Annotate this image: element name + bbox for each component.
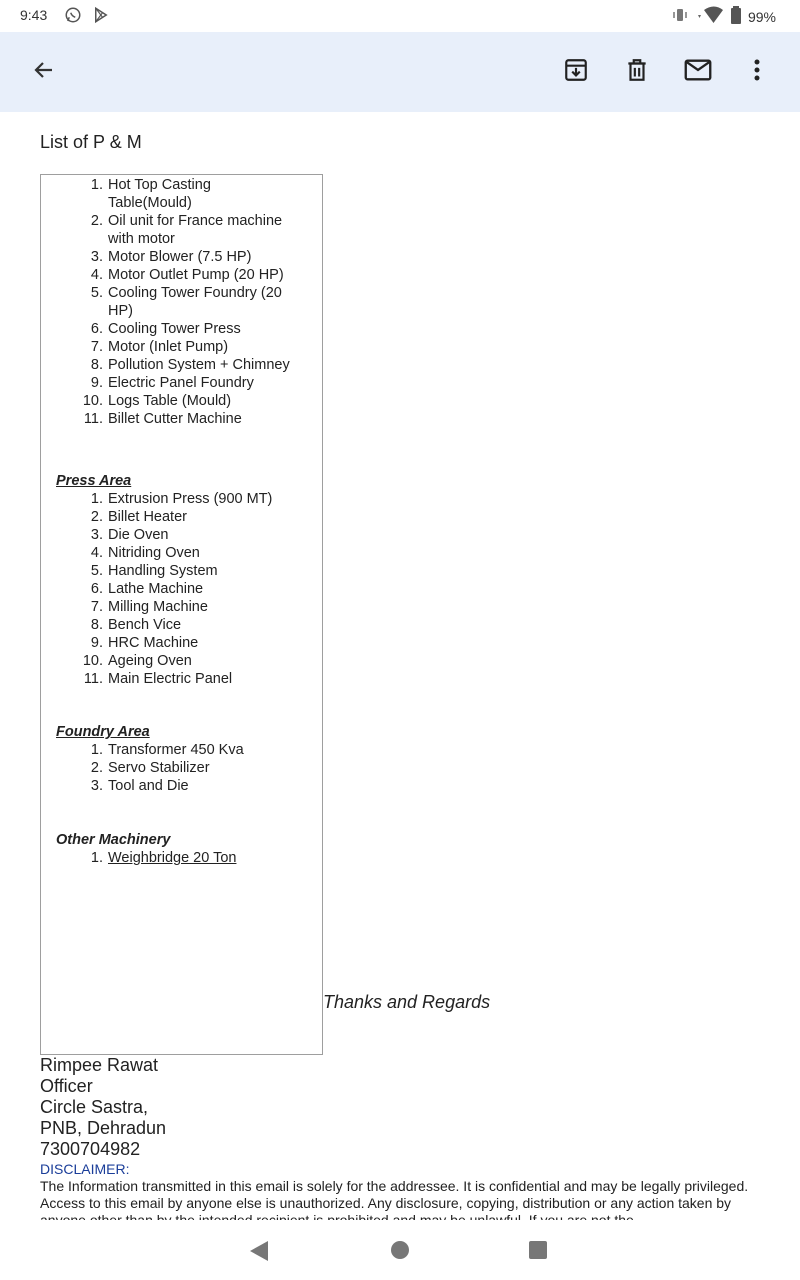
archive-button[interactable]: [552, 48, 600, 96]
list-item-text: Billet Heater: [108, 509, 187, 525]
mark-unread-icon: [684, 58, 712, 87]
list-item-number: 3.: [90, 778, 103, 794]
app-bar: [0, 32, 800, 112]
signature-name: Rimpee Rawat: [40, 1055, 159, 1075]
list-item-text: Ageing Oven: [108, 653, 192, 669]
list-item-text: Extrusion Press (900 MT): [108, 491, 273, 507]
list-item: [41, 544, 298, 562]
press-area-heading: Press Area: [56, 473, 132, 489]
list-item-text: Servo Stabilizer: [108, 760, 210, 776]
list-item-number: 7.: [90, 599, 103, 615]
list-item-number: 2.: [90, 213, 103, 229]
list-item-number: 2.: [90, 760, 103, 776]
list-item: [41, 741, 298, 759]
equipment-table: [40, 174, 323, 1055]
list-item-text: Transformer 450 Kva: [108, 742, 244, 758]
list-item: [41, 526, 298, 544]
list-item: [41, 266, 298, 284]
list-item-text: Oil unit for France machine with motor: [108, 213, 283, 247]
foundry-area-heading: Foundry Area: [56, 724, 150, 740]
list-item-number: 1.: [90, 742, 103, 758]
status-bar: [0, 0, 800, 32]
list-item: [41, 374, 298, 392]
list-item-number: 6.: [90, 581, 103, 597]
list-item: [41, 392, 298, 410]
press-area-list: [41, 490, 322, 688]
list-item-number: 8.: [90, 357, 103, 373]
list-item: [41, 410, 298, 428]
list-item-number: 3.: [90, 527, 103, 543]
back-nav-icon[interactable]: [249, 1240, 269, 1267]
delete-button[interactable]: [613, 48, 661, 96]
more-vert-icon: [753, 58, 761, 87]
signature: [40, 1055, 166, 1160]
list-item-text: Motor (Inlet Pump): [108, 339, 229, 355]
list-item-text: Nitriding Oven: [108, 545, 200, 561]
list-item-number: 9.: [90, 375, 103, 391]
list-item-number: 9.: [90, 635, 103, 651]
list-item-number: 5.: [90, 285, 103, 301]
list-item: [41, 562, 298, 580]
list-item-text: Pollution System + Chimney: [108, 357, 290, 373]
battery-icon: [730, 6, 742, 27]
list-item-number: 7.: [90, 339, 103, 355]
list-item: [41, 320, 298, 338]
signature-phone[interactable]: 7300704982: [40, 1139, 141, 1159]
list-item-text: Motor Outlet Pump (20 HP): [108, 267, 284, 283]
list-item: [41, 598, 298, 616]
list-item-text: Logs Table (Mould): [108, 393, 232, 409]
list-item-text: Electric Panel Foundry: [108, 375, 254, 391]
list-item-text: Bench Vice: [108, 617, 182, 633]
wifi-icon: [696, 6, 724, 27]
list-item: [41, 777, 298, 795]
disclaimer-label: DISCLAIMER:: [40, 1161, 130, 1177]
vibrate-icon: [670, 6, 690, 27]
list-item: [41, 338, 298, 356]
list-item-number: 1.: [90, 491, 103, 507]
list-item-text: Cooling Tower Press: [108, 321, 241, 337]
archive-icon: [563, 57, 589, 88]
list-item-text: Weighbridge 20 Ton: [108, 850, 237, 866]
whatsapp-icon: [64, 6, 82, 27]
list-item: [41, 176, 298, 212]
list-item-number: 4.: [90, 545, 103, 561]
list-item-number: 2.: [90, 509, 103, 525]
list-item-text: Tool and Die: [108, 778, 189, 794]
list-item-text: Die Oven: [108, 527, 169, 543]
list-item-number: 1.: [90, 177, 103, 193]
other-machinery-list: [41, 849, 322, 867]
list-item-number: 10.: [82, 653, 103, 669]
battery-percent: 99%: [747, 8, 776, 25]
list-item: [41, 849, 298, 867]
recents-nav-icon[interactable]: [528, 1240, 548, 1265]
list-item: [41, 670, 298, 688]
delete-icon: [624, 57, 650, 88]
list-item: [41, 759, 298, 777]
more-options-button[interactable]: [733, 48, 781, 96]
list-item-text: Motor Blower (7.5 HP): [108, 249, 252, 265]
list-item-number: 1.: [90, 850, 103, 866]
list-item-text: Lathe Machine: [108, 581, 204, 597]
list-item: [41, 634, 298, 652]
list-item-text: Cooling Tower Foundry (20 HP): [108, 285, 282, 319]
list-item-text: Hot Top Casting Table(Mould): [108, 177, 211, 211]
list-item-number: 11.: [83, 411, 103, 427]
list-item-number: 10.: [82, 393, 103, 409]
other-machinery-heading: Other Machinery: [56, 832, 171, 848]
list-item: [41, 248, 298, 266]
signature-branch: PNB, Dehradun: [40, 1118, 167, 1138]
list-item: [41, 490, 298, 508]
list-item-text: Handling System: [108, 563, 218, 579]
list-item-number: 4.: [90, 267, 103, 283]
list-item: [41, 284, 298, 320]
signature-designation: Officer: [40, 1076, 93, 1096]
mark-unread-button[interactable]: [674, 48, 722, 96]
disclaimer-text: The Information transmitted in this email is solely for the addressee. It is confidential and may be legally privileged. Access to this email by anyone else is unauthorized. Any disclosure, copying, distribution or any action taken by: [40, 1178, 749, 1211]
navigation-bar: [0, 1220, 800, 1280]
play-store-icon: [92, 6, 110, 27]
body-heading: List of P & M: [40, 132, 142, 152]
status-time: 9:43: [20, 7, 48, 23]
signature-office: Circle Sastra,: [40, 1097, 149, 1117]
closing-text: Thanks and Regards: [323, 992, 491, 1012]
list-item-text: Main Electric Panel: [108, 671, 233, 687]
equipment-list: [41, 176, 322, 428]
foundry-area-list: [41, 741, 322, 795]
list-item-number: 6.: [90, 321, 103, 337]
list-item: [41, 616, 298, 634]
list-item: [41, 508, 298, 526]
list-item-text: HRC Machine: [108, 635, 199, 651]
list-item-number: 8.: [90, 617, 103, 633]
list-item-number: 3.: [90, 249, 103, 265]
list-item-number: 11.: [83, 671, 103, 687]
list-item: [41, 212, 298, 248]
home-nav-icon[interactable]: [390, 1240, 410, 1265]
back-button[interactable]: [20, 48, 68, 96]
list-item-number: 5.: [90, 563, 103, 579]
list-item: [41, 356, 298, 374]
list-item-text: Billet Cutter Machine: [108, 411, 242, 427]
list-item: [41, 652, 298, 670]
list-item-text: Milling Machine: [108, 599, 208, 615]
list-item: [41, 580, 298, 598]
back-arrow-icon: [32, 58, 56, 87]
